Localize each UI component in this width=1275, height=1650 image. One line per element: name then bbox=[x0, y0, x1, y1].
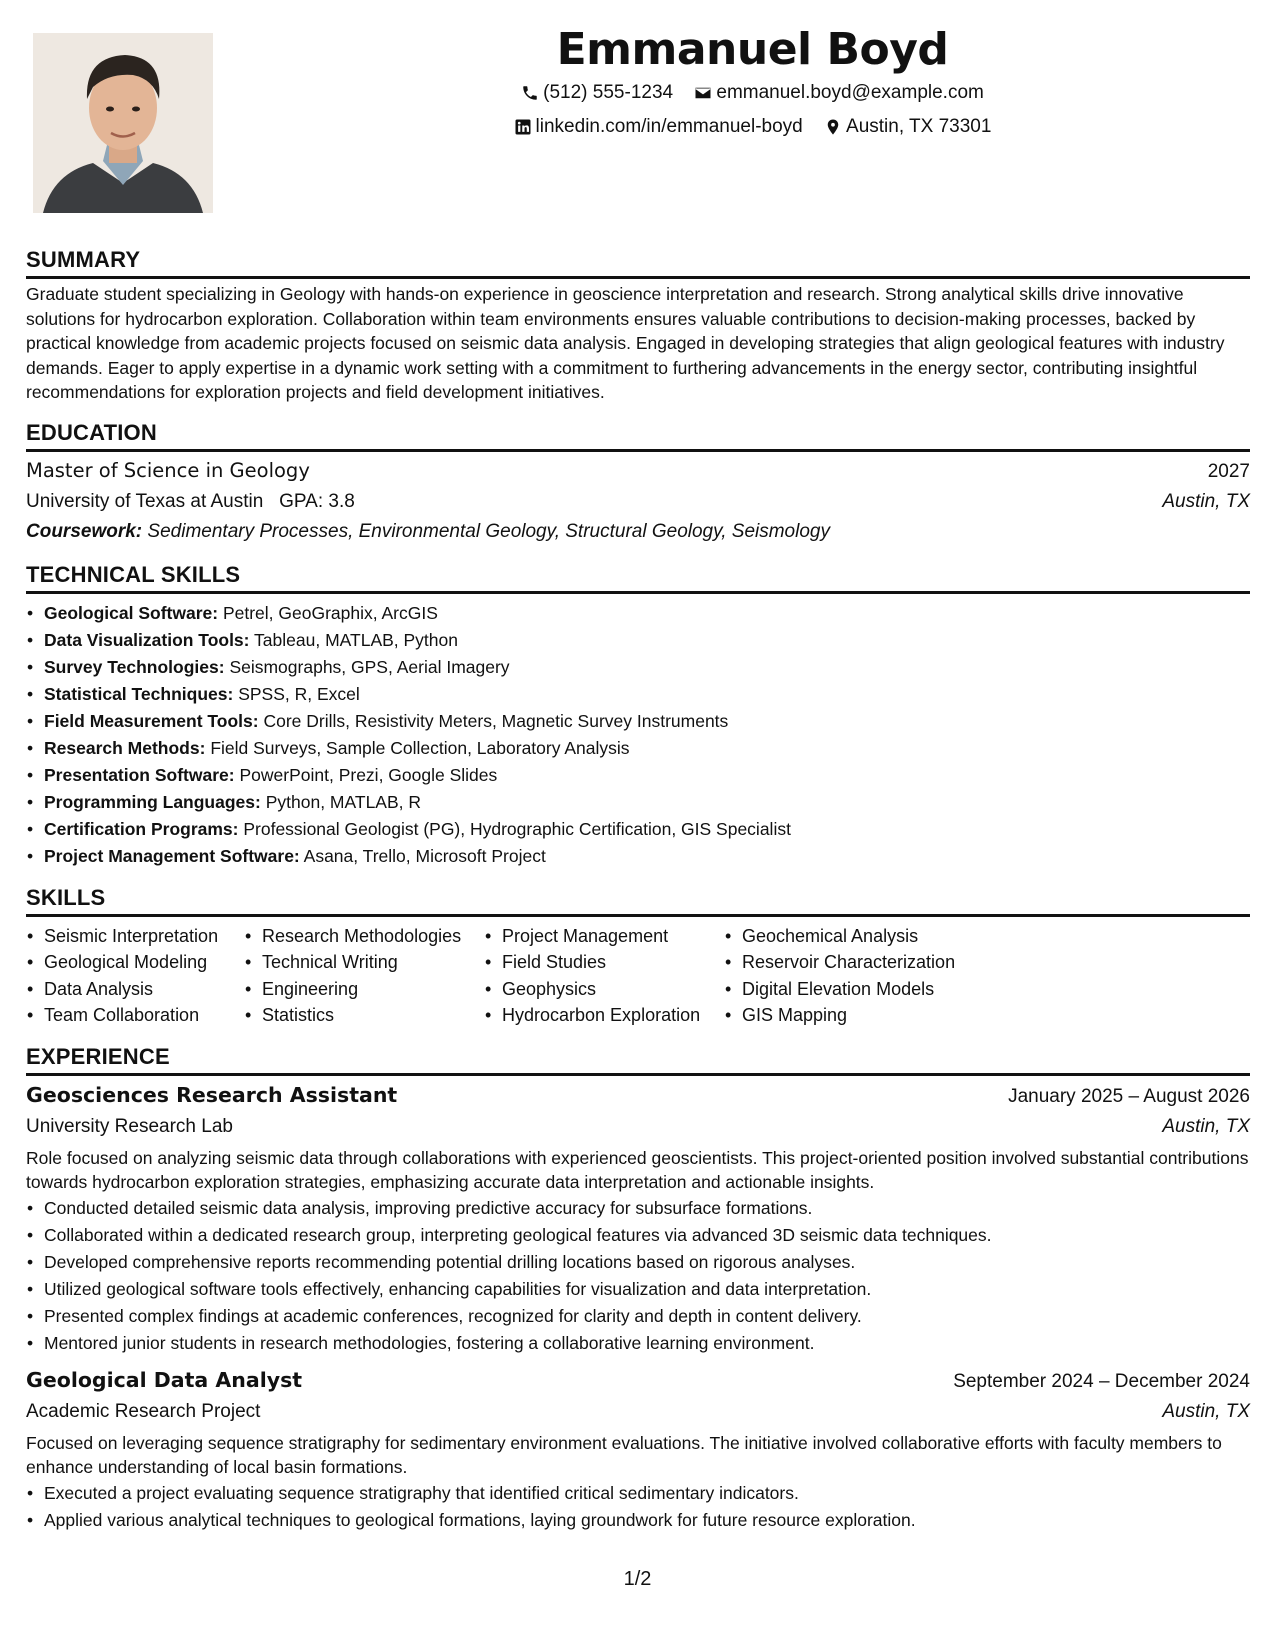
skills-section bbox=[26, 884, 1250, 1029]
list-item: • Field Studies bbox=[502, 949, 724, 976]
list-item bbox=[44, 627, 1250, 654]
job-org-row bbox=[26, 1112, 1250, 1142]
list-item bbox=[44, 762, 1250, 789]
coursework-list: Sedimentary Processes, Environmental Geology, Structural Geology, Seismology bbox=[147, 520, 830, 542]
list-item bbox=[44, 600, 1250, 627]
technical-skills-list bbox=[26, 600, 1250, 870]
skill-values: Petrel, GeoGraphix, ArcGIS bbox=[222, 602, 438, 623]
skill-category: Data Visualization Tools: bbox=[44, 629, 250, 650]
list-item: • GIS Mapping bbox=[742, 1002, 1002, 1029]
list-item: • Geochemical Analysis bbox=[742, 923, 1002, 950]
job-bullets bbox=[26, 1480, 1250, 1534]
list-item bbox=[44, 843, 1250, 870]
linkedin-url[interactable]: linkedin.com/in/emmanuel-boyd bbox=[535, 116, 803, 137]
phone-icon bbox=[521, 84, 539, 102]
list-item: • Collaborated within a dedicated research group, interpreting geological features via advanced 3D seismic data techniques. bbox=[44, 1222, 1250, 1249]
skill-category: Geological Software: bbox=[44, 602, 219, 623]
phone-contact bbox=[521, 78, 673, 108]
email-contact[interactable] bbox=[694, 78, 983, 108]
resume-body bbox=[26, 246, 1250, 1548]
list-item: • Executed a project evaluating sequence stratigraphy that identified critical sedimentary indicators. bbox=[44, 1480, 1250, 1507]
list-item: • Team Collaboration bbox=[44, 1002, 244, 1029]
job-entry bbox=[26, 1080, 1250, 1357]
skill-values: Core Drills, Resistivity Meters, Magnetic Survey Instruments bbox=[263, 710, 729, 731]
job-entry bbox=[26, 1365, 1250, 1534]
skill-values: Asana, Trello, Microsoft Project bbox=[303, 845, 546, 866]
graduation-year: 2027 bbox=[1207, 460, 1250, 482]
skill-values: Field Surveys, Sample Collection, Laboratory Analysis bbox=[210, 737, 630, 758]
job-header-row bbox=[26, 1365, 1250, 1397]
skill-values: PowerPoint, Prezi, Google Slides bbox=[239, 764, 498, 785]
contact-line-1 bbox=[230, 78, 1275, 112]
skill-values: Seismographs, GPS, Aerial Imagery bbox=[229, 656, 510, 677]
summary-text: Graduate student specializing in Geology with hands-on experience in geoscience interpretation and research. Strong analytical skills drive innovative solutions for hydrocarbon exploration. Collaboration within team environments ensures valuable contributions to decision-making processes, backed by practical knowledge from academic projects focused on seismic data analysis. Engaged in developing strategies that align geological features with industry demands. Eager to apply expertise in a dynamic work setting with a commitment to furthering advancements in the energy sector, contributing insightful recommendations for exploration projects and field development initiatives. bbox=[26, 284, 1225, 402]
list-item: • Presented complex findings at academic conferences, recognized for clarity and depth in content delivery. bbox=[44, 1303, 1250, 1330]
job-title: Geological Data Analyst bbox=[26, 1367, 303, 1392]
list-item: • Geological Modeling bbox=[44, 949, 244, 976]
linkedin-contact[interactable] bbox=[514, 112, 803, 142]
education-row-1 bbox=[26, 456, 1250, 487]
job-organization: University Research Lab bbox=[26, 1115, 233, 1137]
gpa: GPA: 3.8 bbox=[279, 490, 355, 512]
list-item: • Utilized geological software tools effectively, enhancing capabilities for visualization and data interpretation. bbox=[44, 1276, 1250, 1303]
list-item bbox=[44, 654, 1250, 681]
list-item: • Hydrocarbon Exploration bbox=[502, 1002, 724, 1029]
list-item: • Applied various analytical techniques to geological formations, laying groundwork for future resource exploration. bbox=[44, 1507, 1250, 1534]
list-item bbox=[44, 708, 1250, 735]
list-item: • Statistics bbox=[262, 1002, 484, 1029]
skills-grid bbox=[26, 923, 1250, 1029]
experience-section bbox=[26, 1043, 1250, 1534]
school-name: University of Texas at Austin bbox=[26, 490, 264, 512]
location-contact bbox=[824, 112, 991, 142]
job-dates: January 2025 – August 2026 bbox=[1008, 1085, 1250, 1107]
list-item: • Geophysics bbox=[502, 976, 724, 1003]
page-number: 1/2 bbox=[623, 1568, 652, 1590]
job-organization: Academic Research Project bbox=[26, 1400, 261, 1422]
job-location: Austin, TX bbox=[1162, 1400, 1250, 1422]
list-item bbox=[44, 816, 1250, 843]
email-address[interactable]: emmanuel.boyd@example.com bbox=[716, 82, 984, 103]
section-title-skills: SKILLS bbox=[26, 884, 1250, 917]
skill-values: Python, MATLAB, R bbox=[265, 791, 422, 812]
skill-category: Field Measurement Tools: bbox=[44, 710, 259, 731]
location-text: Austin, TX 73301 bbox=[846, 116, 992, 137]
skill-category: Presentation Software: bbox=[44, 764, 235, 785]
skill-category: Research Methods: bbox=[44, 737, 206, 758]
job-bullets bbox=[26, 1195, 1250, 1357]
skill-category: Survey Technologies: bbox=[44, 656, 225, 677]
job-title: Geosciences Research Assistant bbox=[26, 1082, 398, 1107]
school-line bbox=[26, 487, 355, 517]
list-item: • Data Analysis bbox=[44, 976, 244, 1003]
candidate-name: Emmanuel Boyd bbox=[556, 24, 949, 75]
profile-photo bbox=[33, 33, 213, 213]
list-item bbox=[44, 735, 1250, 762]
skill-values: Tableau, MATLAB, Python bbox=[254, 629, 458, 650]
list-item: • Mentored junior students in research methodologies, fostering a collaborative learning environment. bbox=[44, 1330, 1250, 1357]
envelope-icon bbox=[694, 84, 712, 102]
section-title-education: EDUCATION bbox=[26, 419, 1250, 452]
degree-name: Master of Science in Geology bbox=[26, 458, 310, 482]
list-item: • Research Methodologies bbox=[262, 923, 484, 950]
skills-column-3 bbox=[484, 923, 724, 1029]
skill-category: Certification Programs: bbox=[44, 818, 239, 839]
section-title-summary: SUMMARY bbox=[26, 246, 1250, 279]
coursework-label: Coursework: bbox=[26, 520, 143, 542]
skill-category: Programming Languages: bbox=[44, 791, 261, 812]
list-item: • Reservoir Characterization bbox=[742, 949, 1002, 976]
education-section bbox=[26, 419, 1250, 547]
job-description: Role focused on analyzing seismic data through collaborations with experienced geoscientists. This project-oriented position involved substantial contributions towards hydrocarbon exploration strategies, emphasizing accurate data interpretation and actionable insights. bbox=[26, 1147, 1249, 1192]
list-item: • Technical Writing bbox=[262, 949, 484, 976]
list-item bbox=[44, 681, 1250, 708]
job-org-row bbox=[26, 1397, 1250, 1427]
list-item bbox=[44, 789, 1250, 816]
list-item: • Engineering bbox=[262, 976, 484, 1003]
education-row-2 bbox=[26, 487, 1250, 517]
technical-skills-section bbox=[26, 561, 1250, 870]
resume-header bbox=[230, 22, 1275, 146]
contact-line-2 bbox=[230, 112, 1275, 146]
job-location: Austin, TX bbox=[1162, 1115, 1250, 1137]
summary-section bbox=[26, 246, 1250, 405]
list-item: • Developed comprehensive reports recommending potential drilling locations based on rigorous analyses. bbox=[44, 1249, 1250, 1276]
skills-column-2 bbox=[244, 923, 484, 1029]
school-location: Austin, TX bbox=[1162, 490, 1250, 512]
linkedin-icon bbox=[514, 118, 532, 136]
list-item: • Project Management bbox=[502, 923, 724, 950]
list-item: • Conducted detailed seismic data analysis, improving predictive accuracy for subsurface formations. bbox=[44, 1195, 1250, 1222]
skill-values: Professional Geologist (PG), Hydrographic Certification, GIS Specialist bbox=[243, 818, 791, 839]
map-marker-icon bbox=[824, 118, 842, 136]
section-title-experience: EXPERIENCE bbox=[26, 1043, 1250, 1076]
phone-number: (512) 555-1234 bbox=[543, 82, 674, 103]
skill-values: SPSS, R, Excel bbox=[238, 683, 360, 704]
job-header-row bbox=[26, 1080, 1250, 1112]
coursework-line bbox=[26, 517, 1250, 547]
skills-column-1 bbox=[26, 923, 244, 1029]
section-title-technical-skills: TECHNICAL SKILLS bbox=[26, 561, 1250, 594]
skill-category: Statistical Techniques: bbox=[44, 683, 234, 704]
job-dates: September 2024 – December 2024 bbox=[953, 1370, 1250, 1392]
job-description: Focused on leveraging sequence stratigraphy for sedimentary environment evaluations. The initiative involved collaborative efforts with faculty members to enhance understanding of local basin formations. bbox=[26, 1432, 1222, 1477]
list-item: • Seismic Interpretation bbox=[44, 923, 244, 950]
skills-column-4 bbox=[724, 923, 1002, 1029]
skill-category: Project Management Software: bbox=[44, 845, 300, 866]
list-item: • Digital Elevation Models bbox=[742, 976, 1002, 1003]
